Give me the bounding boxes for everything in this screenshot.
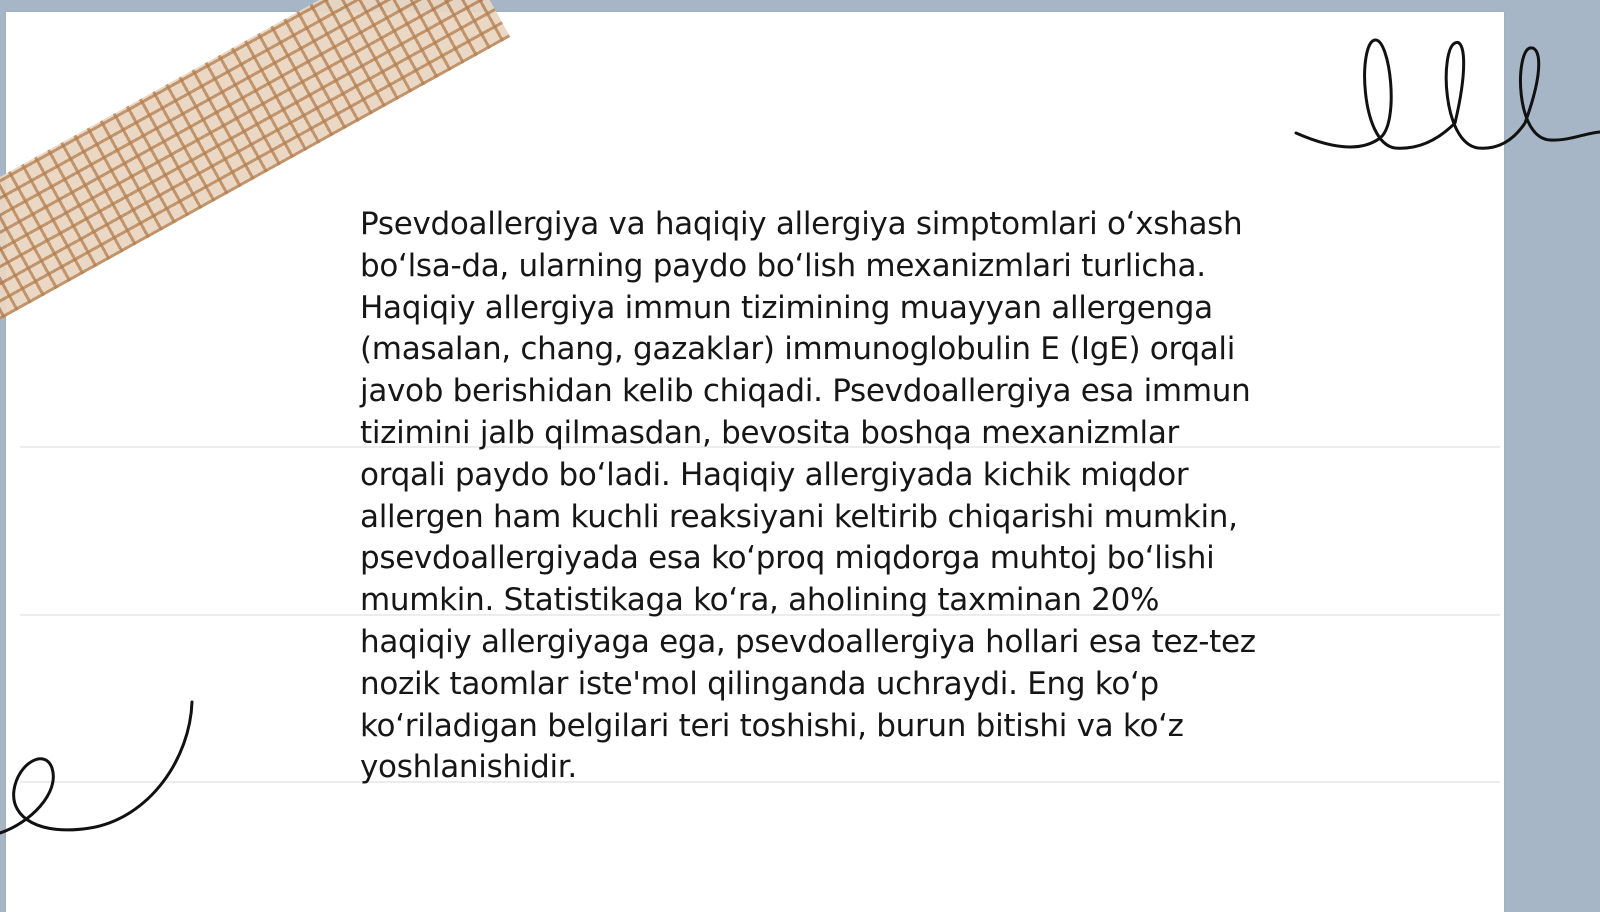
loop-swirl-icon [0,698,200,848]
loop-swirl-icon [1290,28,1600,168]
body-paragraph: Psevdoallergiya va haqiqiy allergiya simptomlari oʻxshash boʻlsa-da, ularning paydo boʻlish mexanizmlari turlicha. Haqiqiy allergiya immun tizimining muayyan allergenga (masalan, chang, gazaklar) immunoglobulin E (IgE) orqali javob berishidan kelib chiqadi. Psevdoallergiya esa immun tizimini jalb qilmasdan, bevosita boshqa mexanizmlar orqali paydo boʻladi. Haqiqiy allergiyada kichik miqdor allergen ham kuchli reaksiyani keltirib chiqarishi mumkin, psevdoallergiyada esa koʻproq miqdorga muhtoj boʻlishi mumkin. Statistikaga koʻra, aholining taxminan 20% haqiqiy allergiyaga ega, psevdoallergiya hollari esa tez-tez nozik taomlar iste'mol qilinganda uchraydi. Eng koʻp koʻriladigan belgilari teri toshishi, burun bitishi va koʻz yoshlanishidir. [360,206,1256,786]
